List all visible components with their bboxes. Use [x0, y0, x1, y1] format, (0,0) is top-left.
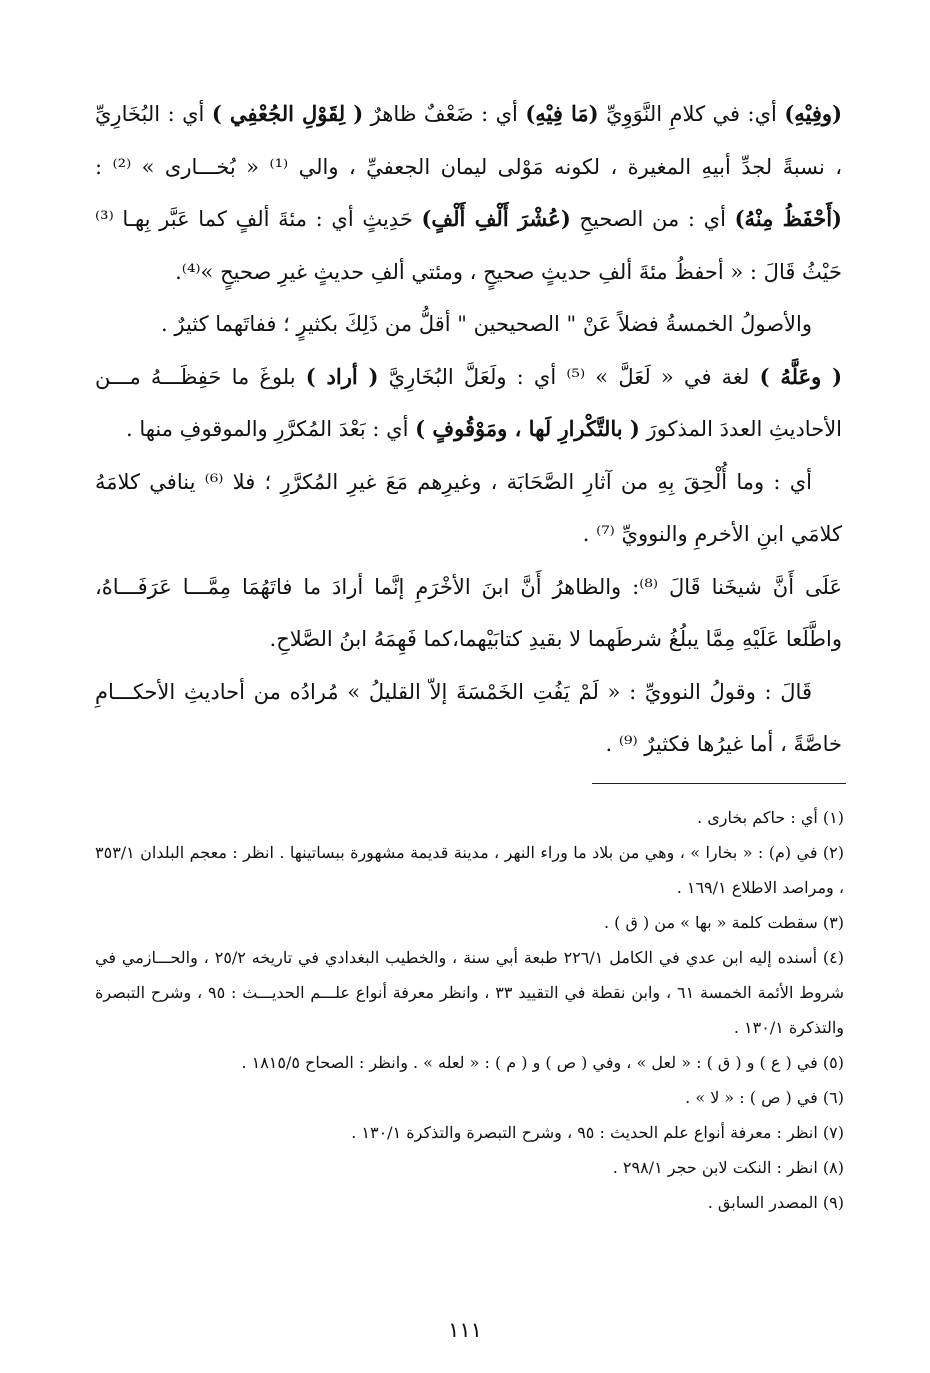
text-segment: بلوغَ ما حَفِظَـــهُ مـــن الأحاديثِ العددَ المذكورَ	[95, 364, 842, 441]
bold-segment: ( أراد )	[305, 363, 379, 389]
footnotes	[95, 800, 844, 1220]
footnote-3: (٣) سقطت كلمة « بها » من ( ق ) .	[603, 913, 844, 932]
paragraph-6	[95, 666, 842, 771]
main-text	[95, 88, 842, 771]
text-segment: قَالَ : وقولُ النوويِّ : « لَمْ يَفُتِ الخَمْسَةَ إلاّ القليلُ » مُرادُه من أحاديثِ الأحكـــامِ خاصَّةً ، أما غيرُها فكثيرٌ ⁽⁹⁾ .	[95, 679, 842, 756]
paragraph-1	[95, 88, 842, 298]
bold-segment: ( بالتَّكْرارِ لَها ، ومَوْقُوفٍ )	[415, 416, 640, 441]
footnote-8: (٨) انظر : النكت لابن حجر ٢٩٨/١ .	[612, 1158, 844, 1177]
paragraph-3	[95, 351, 842, 456]
text-segment: عَلَى أَنَّ شيخَنا قَالَ ⁽⁸⁾: والظاهرُ أَنَّ ابنَ الأخْرَمِ إنَّما أرادَ ما فاتَهُمَا مِمَّـــا عَرَفَـــاهُ، واطَّلَعا عَلَيْهِ مِمَّا يبلُغُ شرطَهما لا بقيدِ كتابَيْهما،كما فَهِمَهُ ابنُ الصَّلاحِ.	[95, 574, 842, 651]
paragraph-4	[95, 456, 842, 561]
footnote-5: (٥) في ( ع ) و ( ق ) : « لعل » ، وفي ( ص ) و ( م ) : « لعله » . وانظر : الصحاح ١٨١٥/٥ .	[241, 1053, 844, 1072]
text-segment: لغة في « لَعَلَّ » ⁽⁵⁾ أي : ولَعَلَّ البُخَارِيَّ	[378, 364, 760, 389]
footnote-6: (٦) في ( ص ) : « لا » .	[685, 1088, 844, 1107]
text-segment: أي : البُخَارِيِّ ، نسبةً لجدِّ أبيهِ المغيرة ، لكونه مَوْلى ليمان الجعفيِّ ، والي ⁽¹⁾ « بُخـــارى » ⁽²⁾ :	[95, 102, 842, 179]
bold-segment: ( لِقَوْلِ الجُعْفِي )	[211, 101, 364, 126]
bold-segment: (عُشْرَ أَلْفِ أَلْفٍ)	[421, 206, 571, 231]
text-segment: والأصولُ الخمسةُ فضلاً عَنْ " الصحيحين " أقلُّ من ذَلِكَ بكثيرٍ ؛ ففاتَهما كثيرٌ .	[161, 312, 812, 336]
bold-segment: (وفِيْهِ)	[784, 101, 843, 126]
text-segment: أي : ضَعْفٌ ظاهرٌ	[363, 102, 526, 126]
text-segment: حَدِيثٍ أي : مئةَ ألفٍ كما عَبَّر بِهـا ⁽³⁾ حَيْثُ قَالَ : « أحفظُ مئةَ ألفِ حديثٍ صحيحٍ ، ومئتي ألفِ حديثٍ غيرِ صحيحٍ »⁽⁴⁾.	[95, 207, 842, 284]
footnote-1: (١) أي : حاكم بخارى .	[697, 808, 844, 827]
paragraph-2	[95, 298, 842, 351]
footnote-7: (٧) انظر : معرفة أنواع علم الحديث : ٩٥ ، وشرح التبصرة والتذكرة ١٣٠/١ .	[351, 1123, 844, 1142]
paragraph-5	[95, 561, 842, 666]
text-segment: أي : من الصحيحِ	[570, 207, 735, 231]
text-segment: أي : وما أُلْحِقَ بِهِ من آثارِ الصَّحَابَة ، وغيرِهم مَعَ غيرِ المُكرَّرِ ؛ فلا ⁽⁶⁾ ينافي كلامَهُ كلامَي ابنِ الأخرمِ والنوويِّ ⁽⁷⁾ .	[95, 469, 842, 546]
footnote-9: (٩) المصدر السابق .	[707, 1193, 844, 1212]
text-segment: أي: في كلامِ النَّوَوِيِّ	[598, 102, 785, 126]
footnote-separator	[592, 783, 846, 784]
footnote-4: (٤) أسنده إليه ابن عدي في الكامل ٢٢٦/١ طبعة أبي سنة ، والخطيب البغدادي في تاريخه ٢٥/٢ ، والحـــازمي في شروط الأئمة الخمسة ٦١ ، وابن نقطة في التقييد ٣٣ ، وانظر معرفة أنواع علـــم الحديـــث : ٩٥ ، وشرح التبصرة والتذكرة ١٣٠/١ .	[95, 948, 845, 1037]
bold-segment: ( وعَلَّهُ )	[759, 363, 843, 389]
footnote-2: (٢) في (م) : « بخارا » ، وهي من بلاد ما وراء النهر ، مدينة قديمة مشهورة ببساتينها . انظر : معجم البلدان ٣٥٣/١ ، ومراصد الاطلاع ١٦٩/١ .	[95, 843, 844, 897]
bold-segment: (مَا فِيْهِ)	[525, 101, 599, 126]
text-segment: أي : بَعْدَ المُكرَّرِ والموقوفِ منها .	[125, 417, 416, 441]
page-number: ١١١	[448, 1318, 482, 1342]
bold-segment: (أَحْفَظُ مِنْهُ)	[734, 206, 842, 231]
